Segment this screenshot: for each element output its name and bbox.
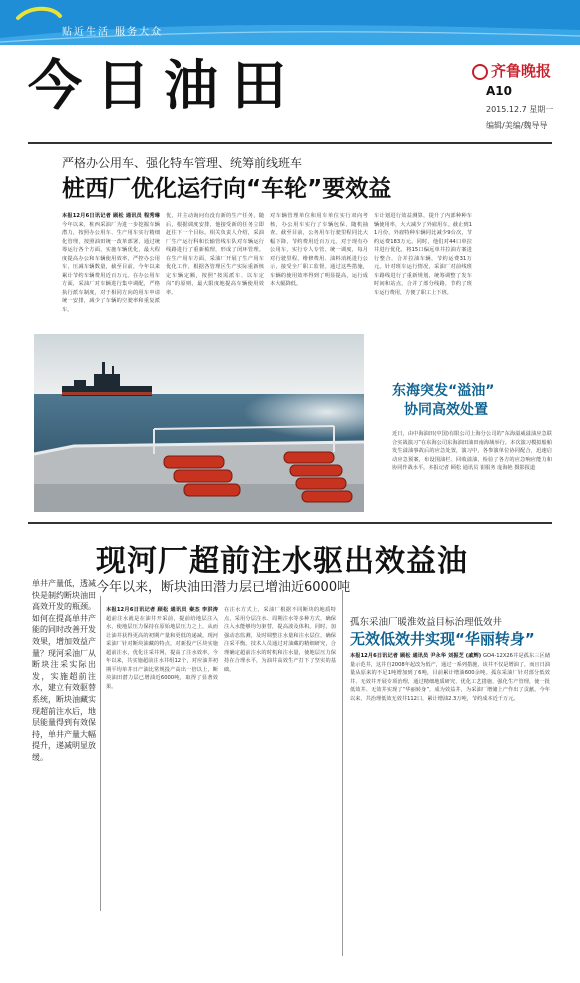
- story2-left-column: 单井产量低，透减快是制约断块油田高效开发的瓶颈。如何在提高单井产能的同时改善开发效果，增加效益产量？现河采油厂从断块注采实际出发，实施超前注水，建立有效驱替系统，断块油藏实现超前注水后，地层能量得到有效保持，单井产量大幅提升，递减明显放缓。: [32, 579, 96, 762]
- story1-column-5: [478, 212, 550, 326]
- story3-headline-quote: “华丽转身”: [455, 630, 535, 648]
- story3-body: [350, 652, 550, 958]
- story1-column-2: 优，并主动询问有没有新的生产任务，随后，根据调度安排，他接受新的任务立即赶往下一个目标。相关负责人介绍，采油厂生产运行科和长输管线车队对车辆运行线路进行了重新梳理，形成了闭环管理。在生产用车方面，采油厂开展了生产用车优化工作，根据各管理区生产实际重新核定车辆定额，按照“按需派车、以车定岗”的原则，最大限度地提高车辆使用效率。: [166, 213, 264, 296]
- column-divider: [100, 596, 101, 911]
- page-number: A10: [486, 84, 512, 98]
- story3-headline-line1: 无效低效井实现: [350, 630, 456, 648]
- story3-headline: [350, 628, 535, 649]
- photo-illustration: [34, 334, 364, 512]
- oil-spill-drill-photo: [34, 334, 364, 512]
- side-story-headline-line1: 东海突发“溢油”: [392, 383, 495, 399]
- story3-byline: 本报12月6日讯记者 顾松 通讯员 尹永华 刘振芝 (戚辉): [350, 653, 482, 659]
- story2-col1-text: 超前注水就是在油井开采前，提前给地层注入水，使地层压力保持在原始地层压力之上，从而让油井获得更高的初期产量和更低的递减。现河采油厂针对断块油藏的特点，对新投产区块实施超前注水，优化注采井网，提高了注水效率。今年以来，共实施超前注水井组12个，对应油井初期平均单井日产油比常规投产高出一倍以上，断块油田潜力层已增油近6000吨，取得了显著效果。: [106, 615, 218, 690]
- story2-column-2: 在注水方式上，采油厂根据不同断块的地质特点，采用分层注水、周期注水等多种方式，确保注入水能够均匀驱替，提高波及体积。同时，加强动态监测，及时调整注水量和注水层位，确保注采平衡。技术人员通过对油藏的精细研究，合理确定超前注水的时机和注水量，使地层压力保持在合理水平，为油井高效生产打下了坚实的基础。: [224, 607, 336, 673]
- story1-headline-quote: “车轮”: [246, 176, 323, 202]
- story1-byline: 本报12月6日讯记者 顾松 通讯员 程秀琳: [62, 213, 160, 219]
- story1-headline-pre: 桩西厂优化运行向: [62, 176, 246, 202]
- story2-column-1: [106, 606, 218, 956]
- story1-headline-post: 要效益: [322, 176, 392, 202]
- side-story-body: 近日，由中海油田(中国)有限公司上海分公司的“东海溢威溢油应急联合实战演习”在东海公司东海油田油田南海域举行。本次演习模拟船舶发生溢油事故后的应急处置，演习中，各参演单位协同配合，迅速启动应急预案，布设围油栏、回收溢油，检验了各方的应急响应能力和协同作战水平。本报记者 顾松 通讯员 崔服务 庞海艳 摄影报道: [392, 431, 552, 471]
- issue-date: 2015.12.7 星期一: [486, 105, 554, 114]
- story3-divider: [342, 590, 343, 956]
- story1-column-1: [62, 212, 160, 326]
- story2-byline: 本报12月6日讯记者 顾松 通讯员 秦杰 李洪涛: [106, 607, 218, 613]
- seal-icon: [472, 64, 488, 80]
- top-banner: [0, 0, 580, 45]
- page-title: 今日油田: [28, 53, 300, 117]
- masthead-rule: [28, 142, 552, 144]
- story2-subhead: 今年以来，断块油田潜力层已增油近6000吨: [96, 580, 351, 595]
- story1-kicker: 严格办公用车、强化特车管理、统筹前线班车: [62, 156, 303, 170]
- story3-col1-text: GO4-12X26井是孤东三区储量示范井，这井自2008年起改为低产，通过一系列措施，该井不仅是增油了，而且日油量从原来的不足1吨增加到了6吨，目前累计增油600余吨。孤东采油厂针对部分低效井、无效井开展专项治理，通过精细地质研究、优化工艺措施、强化生产管理，使一批低效井、无效井实现了“华丽转身”，成为效益井，为采油厂增储上产作出了贡献。今年以来，共治理低效无效井112口，累计增油2.3万吨，节约成本近千万元。: [350, 653, 550, 702]
- paper-logo: [472, 60, 551, 81]
- story1-col1-text: 今年以来，桩西采油厂为进一步挖掘车辆潜力，按照办公用车、生产用车实行精细化管理，按照油田统一改革部署，通过统筹运行各个方面，实施车辆优化，最大程度提高办公和车辆使用效率，严控办公用车，压减车辆数量，截至目前，今年以来累计节约车辆费用近百万元。在办公用车方面，采油厂对车辆进行集中调配，严格执行派车制度，对于相同方向的用车申请统一安排，减少了车辆的空驶率和重复派车。: [62, 221, 160, 313]
- banner-slogan: 贴近生活 服务大众: [62, 27, 164, 38]
- story1-headline: [62, 170, 391, 203]
- story2-headline: 现河厂超前注水驱出效益油: [96, 544, 468, 579]
- side-story-headline-line2: 协同高效处置: [404, 402, 488, 418]
- story1-column-4: 车计划进行效益测算，提升了内部种种车辆使用率，大大减少了外雇用车。截止到11月份，外雇特种车辆同比减少9台次，节约运费183万元。同时，他们对44口单拉井进行优化，将15口偏远单井拉油方案进行整合，合并拉油车辆，节约运费31万元。针对班车运行情况，采油厂对前线班车路线进行了重新规划，统筹调整了发车时间和站点，合并了部分线路，节约了班车运行费用，方便了职工上下班。: [374, 213, 472, 296]
- story1-column-3: 对车辆管理单位和用车单位实行双向考核，办公用车实行了车辆包保，随机抽查。截至目前，公务用车行驶里程同比大幅下降，节约费用近百万元。对于现有办公用车，实行专人专管、统一调度，每月对行驶里程、维修费用、油料消耗进行公示，接受全厂职工监督。通过这些措施，车辆的使用效率得到了明显提高，运行成本大幅降低。: [270, 213, 368, 287]
- story3-kicker: 孤东采油厂暖淮效益目标治理低效井: [350, 617, 503, 628]
- page-footer-space: [0, 962, 580, 983]
- editor-credits: 编辑/美编/魏导导: [486, 121, 548, 130]
- side-story-headline: [392, 382, 494, 420]
- section-rule: [28, 522, 552, 524]
- paper-name: 齐鲁晚报: [491, 62, 552, 80]
